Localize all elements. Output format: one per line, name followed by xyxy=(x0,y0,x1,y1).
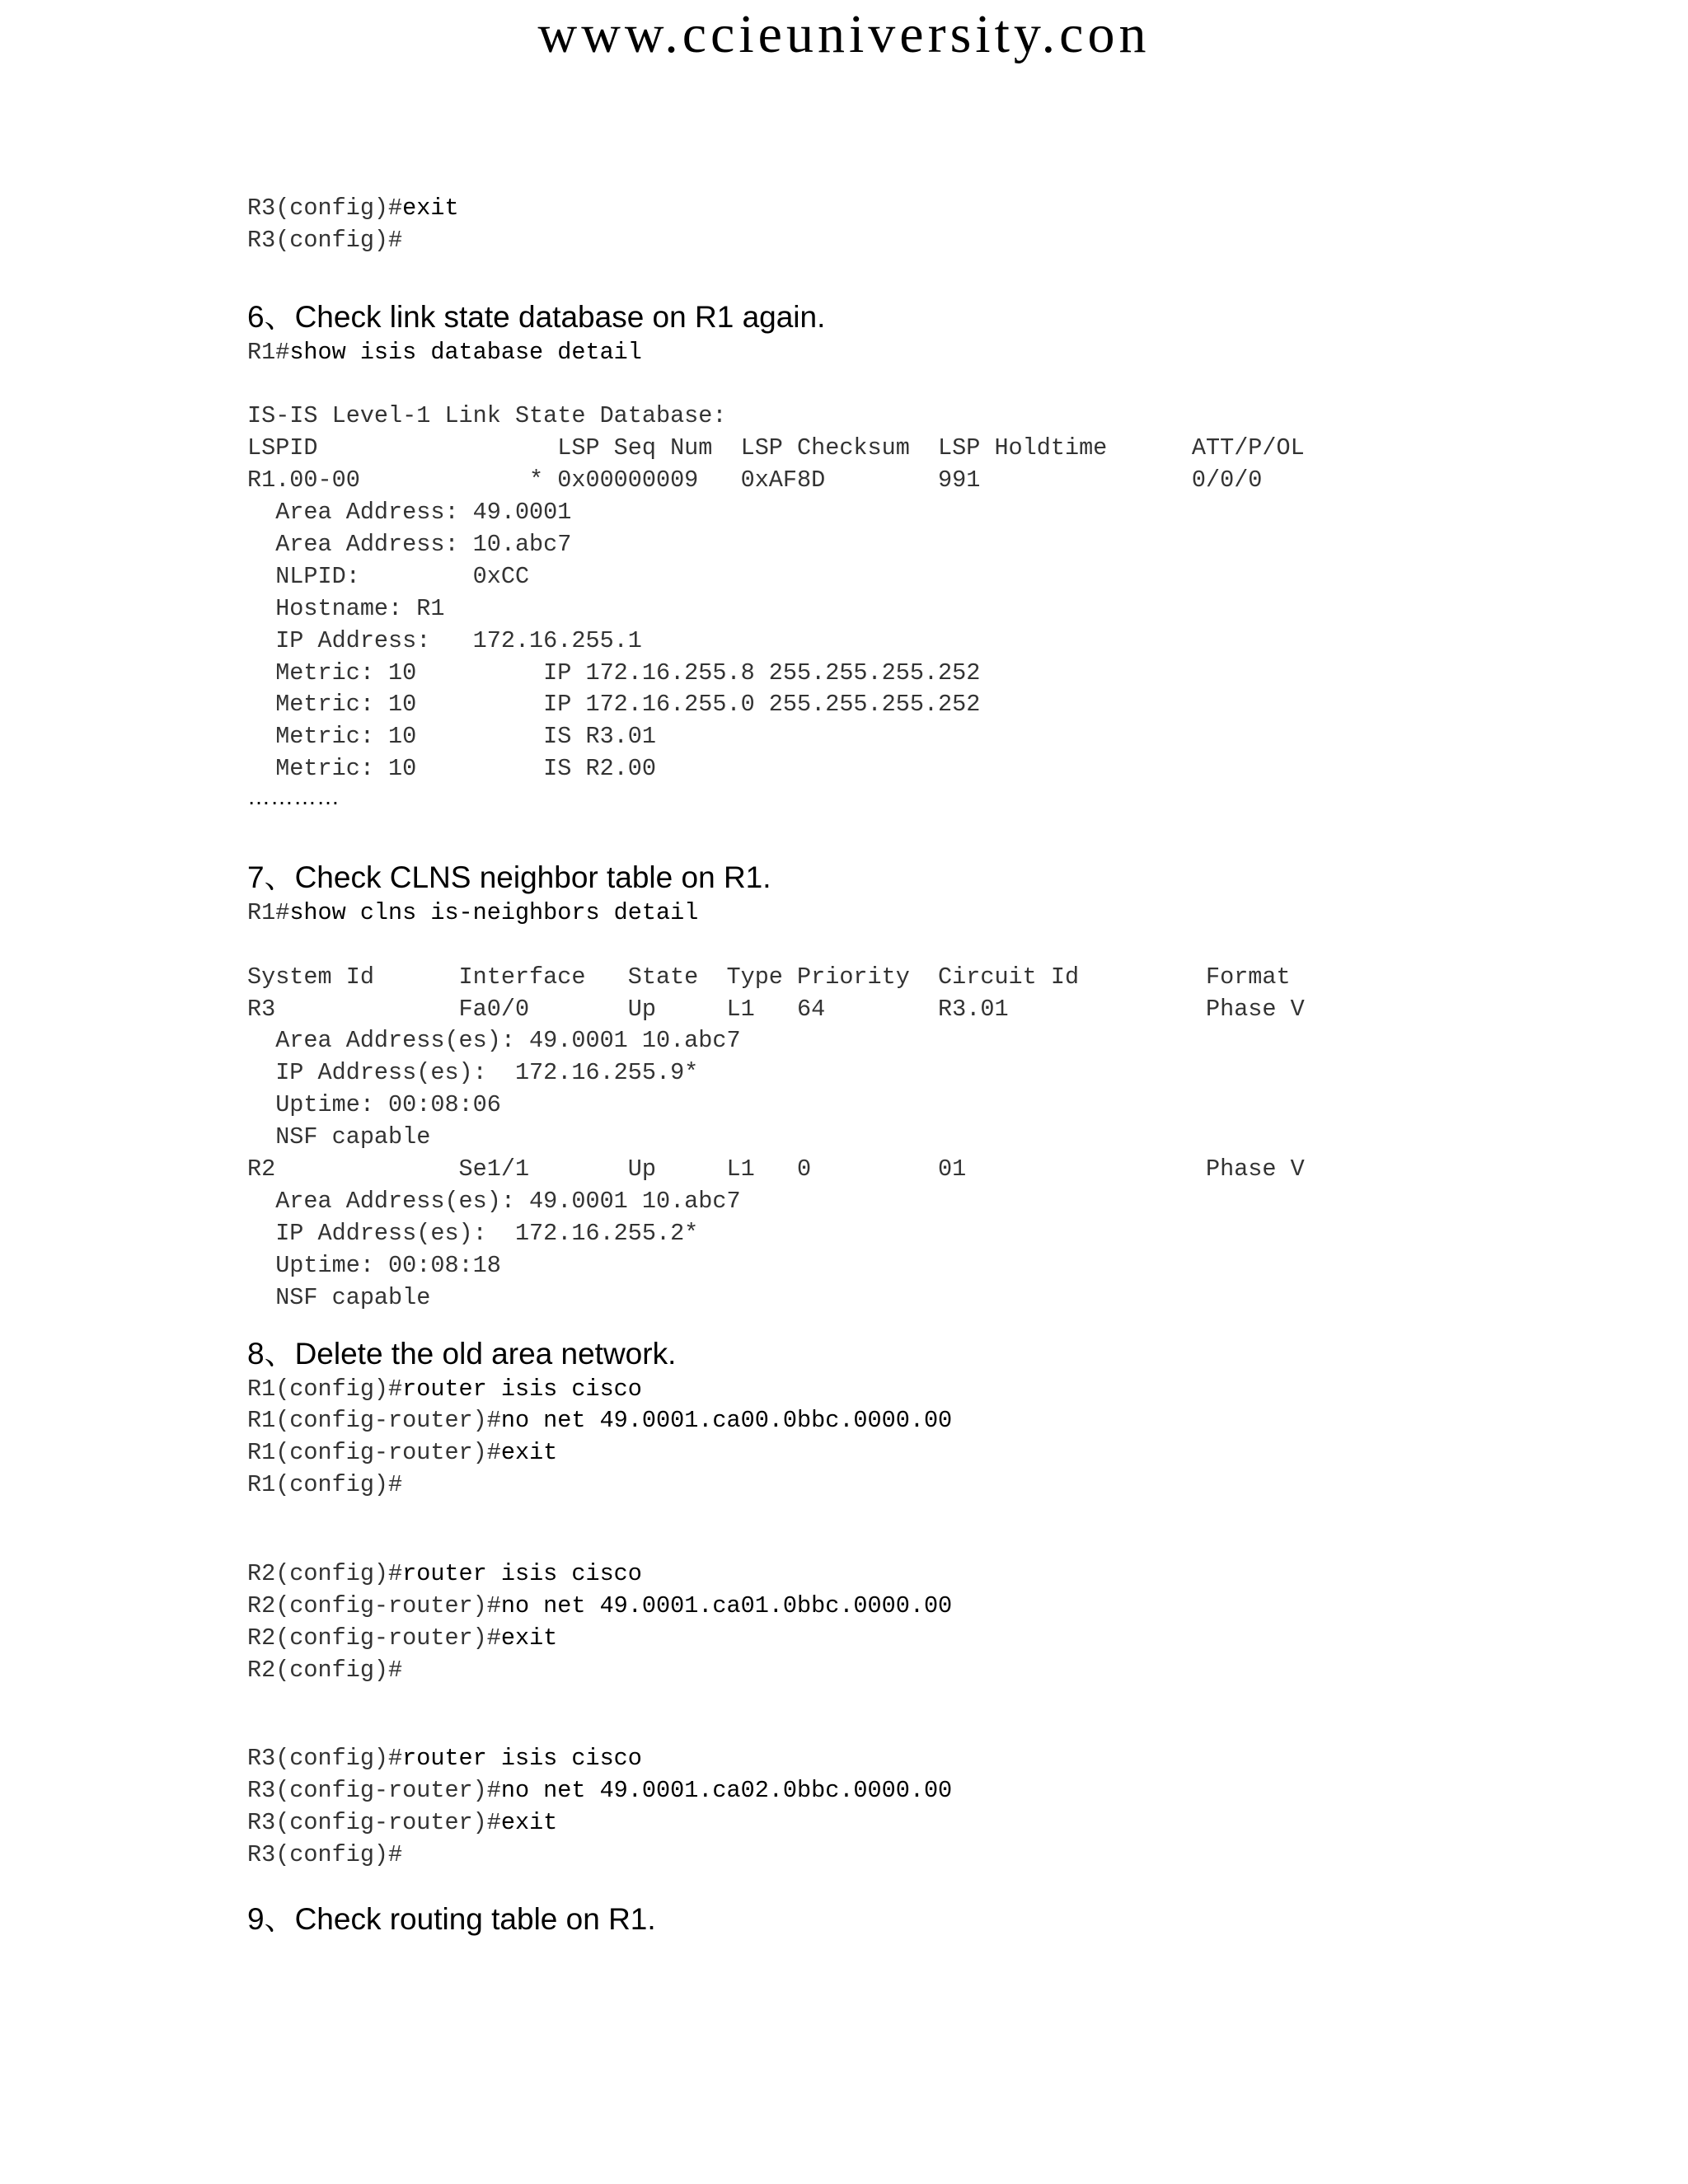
output-line: Uptime: 00:08:18 xyxy=(247,1251,501,1279)
cli-line: R3(config-router)#no net 49.0001.ca02.0bbc.0000.00 xyxy=(247,1777,953,1805)
output-line: IP Address: 172.16.255.1 xyxy=(247,626,642,654)
output-line: Metric: 10 IP 172.16.255.8 255.255.255.252 xyxy=(247,658,981,687)
output-line: System Id Interface State Type Priority Circuit Id Format xyxy=(247,963,1291,991)
output-line: Area Address(es): 49.0001 10.abc7 xyxy=(247,1027,741,1055)
output-line: R2 Se1/1 Up L1 0 01 Phase V xyxy=(247,1155,1305,1183)
cli-line: R3(config-router)#exit xyxy=(247,1809,558,1837)
isis-database-output xyxy=(247,401,1648,785)
output-line: Area Address(es): 49.0001 10.abc7 xyxy=(247,1187,741,1215)
r3-config-block xyxy=(247,1743,1648,1872)
clns-neighbors-output xyxy=(247,962,1648,1315)
ellipsis: ………… xyxy=(247,784,340,810)
output-line: Area Address: 10.abc7 xyxy=(247,531,572,559)
output-line: R3 Fa0/0 Up L1 64 R3.01 Phase V xyxy=(247,995,1305,1023)
cli-line: R1(config-router)#exit xyxy=(247,1439,558,1467)
cli-line: R1(config)#router isis cisco xyxy=(247,1375,642,1403)
output-line: Uptime: 00:08:06 xyxy=(247,1091,501,1119)
cli-line: R3(config)# xyxy=(247,226,403,254)
output-line: R1.00-00 * 0x00000009 0xAF8D 991 0/0/0 xyxy=(247,466,1263,494)
r2-config-block xyxy=(247,1558,1648,1687)
cli-line: R1(config-router)#no net 49.0001.ca00.0bbc.0000.00 xyxy=(247,1407,953,1435)
section-heading-7: 7、Check CLNS neighbor table on R1. xyxy=(247,860,771,894)
cli-line: R2(config)# xyxy=(247,1656,403,1684)
output-line: Metric: 10 IP 172.16.255.0 255.255.255.252 xyxy=(247,691,981,719)
output-line: Hostname: R1 xyxy=(247,594,445,622)
output-line: NSF capable xyxy=(247,1283,431,1311)
output-line: NSF capable xyxy=(247,1123,431,1151)
section-heading-9: 9、Check routing table on R1. xyxy=(247,1901,656,1936)
cli-line: R1#show isis database detail xyxy=(247,338,642,366)
cli-line: R3(config)#router isis cisco xyxy=(247,1745,642,1773)
output-line: Metric: 10 IS R3.01 xyxy=(247,723,656,751)
output-line: NLPID: 0xCC xyxy=(247,562,530,590)
output-line: IP Address(es): 172.16.255.9* xyxy=(247,1059,699,1087)
cli-line: R2(config)#router isis cisco xyxy=(247,1559,642,1587)
output-line: IP Address(es): 172.16.255.2* xyxy=(247,1219,699,1247)
cli-line: R2(config-router)#exit xyxy=(247,1624,558,1652)
cli-line: R2(config-router)#no net 49.0001.ca01.0bbc.0000.00 xyxy=(247,1591,953,1619)
cli-line: R1(config)# xyxy=(247,1471,403,1499)
site-header-watermark: www.ccieuniversity.con xyxy=(537,4,1151,64)
cli-line: R1#show clns is-neighbors detail xyxy=(247,898,699,926)
section-heading-6: 6、Check link state database on R1 again. xyxy=(247,299,826,334)
cli-line: R3(config)#exit xyxy=(247,194,459,222)
output-line: IS-IS Level-1 Link State Database: xyxy=(247,402,727,430)
output-line: Metric: 10 IS R2.00 xyxy=(247,755,656,783)
document-body xyxy=(247,193,1648,1939)
r1-config-block xyxy=(247,1374,1648,1502)
output-line: Area Address: 49.0001 xyxy=(247,499,572,527)
cli-line: R3(config)# xyxy=(247,1841,403,1869)
output-line: LSPID LSP Seq Num LSP Checksum LSP Holdtime ATT/P/OL xyxy=(247,434,1305,462)
section-heading-8: 8、Delete the old area network. xyxy=(247,1336,677,1371)
